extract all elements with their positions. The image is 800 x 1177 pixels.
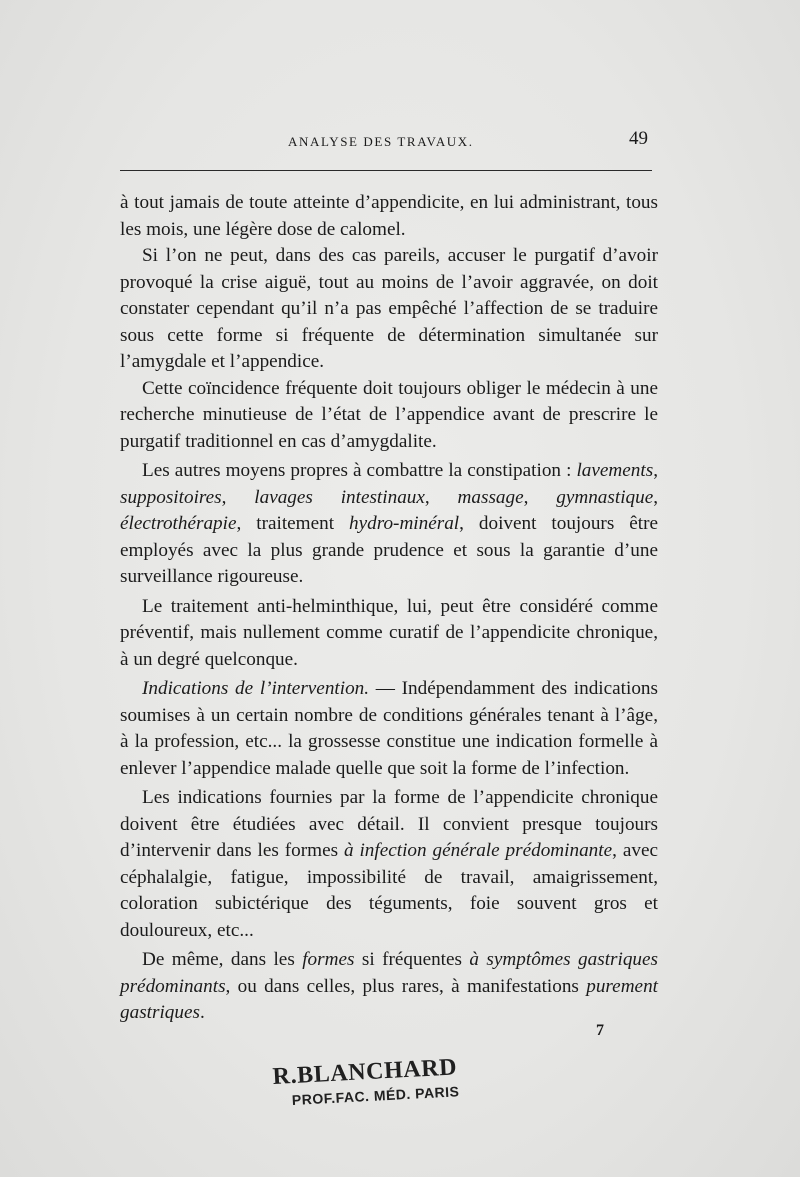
page-number: 49: [629, 128, 648, 149]
stamp-name: R.BLANCHARD: [272, 1054, 458, 1090]
p6-italic-heading: Indications de l’intervention.: [142, 678, 370, 699]
p6-text-1: — Indépendamment des indications soumises à un certain nombre de conditions générales tenant à l’âge, à la profession, etc... la grossesse constitue une indication formelle à enlever l’appendice malade quelle que soit la forme de l’infection.: [120, 678, 658, 779]
p4-text-3: ,: [221, 486, 255, 508]
p4-text-5: ,: [523, 486, 557, 508]
header-rule: [120, 170, 652, 171]
p4-text-6: ,: [653, 486, 659, 508]
p8-italic-gastriques-predominants: à symptômes gastriques prédominants: [120, 949, 659, 997]
p7-italic-infection: à infection générale prédominante: [343, 840, 613, 861]
paragraph-2: Si l’on ne peut, dans des cas pareils, accuser le purgatif d’avoir provoqué la crise aiguë, tout au moins de l’avoir aggravée, on doit constater cependant qu’il n’a pas empêché l’affection de se traduire sous cette forme si fréquente de détermination simultanée sur l’amygdale et l’appendice.: [120, 245, 658, 372]
p4-italic-gymnastique: gymnastique: [556, 486, 654, 508]
p4-text-2: ,: [653, 460, 658, 481]
p8-italic-formes: formes: [302, 949, 355, 970]
p4-italic-lavages: lavages intestinaux: [254, 486, 425, 508]
p4-italic-massage: massage: [457, 486, 524, 508]
body-text: [120, 190, 658, 1027]
signature-mark: 7: [596, 1022, 604, 1039]
p8-text-4: .: [199, 1002, 205, 1023]
p8-text-3: , ou dans celles, plus rares, à manifestations: [225, 975, 587, 997]
paragraph-6: [120, 676, 658, 782]
library-stamp: [272, 1053, 484, 1109]
p4-italic-hydro-mineral: hydro-minéral: [349, 513, 460, 534]
p7-text-2: , avec céphalalgie, fatigue, impossibilité de travail, amaigrissement, coloration subictérique des téguments, foie souvent gros et douloureux, etc...: [120, 840, 658, 941]
paragraph-8: [120, 947, 658, 1027]
stamp-title: PROF.FAC. MÉD. PARIS: [291, 1083, 460, 1108]
p4-italic-lavements: lavements: [576, 460, 654, 481]
paragraph-4: [120, 458, 658, 591]
p8-text-2: si fréquentes: [354, 949, 470, 970]
paragraph-3: Cette coïncidence fréquente doit toujours obliger le médecin à une recherche minutieuse de l’état de l’appendice avant de prescrire le purgatif traditionnel en cas d’amygdalite.: [120, 377, 658, 452]
running-title: ANALYSE DES TRAVAUX.: [288, 134, 474, 149]
p8-italic-purement-gastriques: purement gastriques: [120, 975, 658, 1023]
p4-text-8: , doivent toujours être employés avec la plus grande prudence et sous la garantie d’une surveillance rigoureuse.: [120, 513, 658, 587]
p4-text-4: ,: [424, 486, 458, 508]
paragraph-1: à tout jamais de toute atteinte d’appendicite, en lui administrant, tous les mois, une légère dose de calomel.: [120, 192, 658, 240]
p7-text-1: Les indications fournies par la forme de l’appendicite chronique doivent être étudiées avec détail. Il convient presque toujours d’intervenir dans les formes: [120, 787, 658, 861]
paragraph-7: [120, 785, 658, 944]
p8-text-1: De même, dans les: [142, 949, 303, 970]
paragraph-5: Le traitement anti-helminthique, lui, peut être considéré comme préventif, mais nullement comme curatif de l’appendicite chronique, à un degré quelconque.: [120, 595, 658, 670]
p4-italic-suppositoires: suppositoires: [120, 486, 222, 508]
p4-text-7: , traitement: [236, 513, 349, 534]
page-header: [120, 128, 652, 154]
p4-italic-electrotherapie: électrothérapie: [120, 513, 237, 534]
p4-text-1: Les autres moyens propres à combattre la constipation :: [142, 460, 577, 481]
